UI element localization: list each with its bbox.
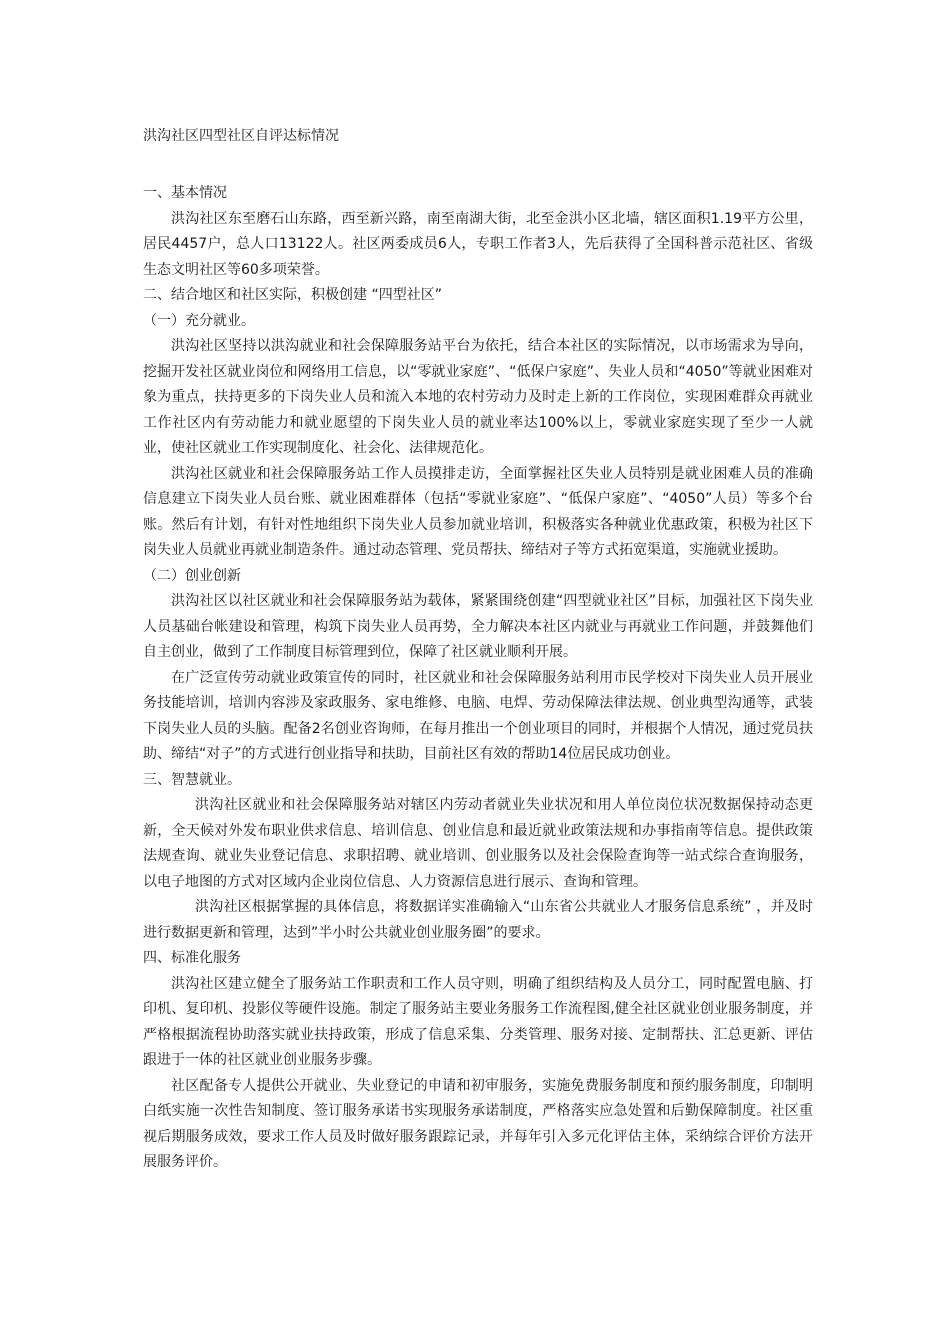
section-2-subheading-2: （二）创业创新 bbox=[143, 567, 241, 584]
section-1-heading: 一、基本情况 bbox=[143, 185, 227, 201]
section-3-paragraph-1: 洪沟社区就业和社会保障服务站对辖区内劳动者就业失业状况和用人单位岗位状况数据保持动态更新，全天候对外发布职业供求信息、培训信息、创业信息和最近就业政策法规和办事指南等信息。提供政策法规查询、就业失业登记信息、求职招聘、就业培训、创业服务以及社会保险查询等一站式综合查询服务，以电子地图的方式对区域内企业岗位信息、人力资源信息进行展示、查询和管理。 bbox=[143, 797, 813, 890]
document-title: 洪沟社区四型社区自评达标情况 bbox=[143, 128, 339, 144]
section-2-paragraph-4: 在广泛宣传劳动就业政策宣传的同时，社区就业和社会保障服务站利用市民学校对下岗失业人员开展业务技能培训，培训内容涉及家政服务、家电维修、电脑、电焊、劳动保障法律法规、创业典型沟通等，武装下岗失业人员的头脑。配备2名创业咨询师，在每月推出一个创业项目的同时，并根据个人情况，通过党员扶助、缔结“对子”的方式进行创业指导和扶助，目前社区有效的帮助14位居民成功创业。 bbox=[143, 669, 813, 762]
section-2-heading: 二、结合地区和社区实际，积极创建 “四型社区” bbox=[143, 287, 442, 303]
section-2-paragraph-3: 洪沟社区以社区就业和社会保障服务站为载体，紧紧围绕创建“四型就业社区”目标，加强社区下岗失业人员基础台帐建设和管理，构筑下岗失业人员再势，全力解决本社区内就业与再就业工作问题，并鼓舞他们自主创业，做到了工作制度目标管理到位，保障了社区就业顺利开展。 bbox=[143, 593, 813, 660]
section-4-paragraph-1: 洪沟社区建立健全了服务站工作职责和工作人员守则，明确了组织结构及人员分工，同时配置电脑、打印机、复印机、投影仪等硬件设施。制定了服务站主要业务服务工作流程图,健全社区就业创业服务制度，并严格根据流程协助落实就业扶持政策，形成了信息采集、分类管理、服务对接、定制帮扶、汇总更新、评估跟进于一体的社区就业创业服务步骤。 bbox=[143, 975, 813, 1068]
section-4-heading: 四、标准化服务 bbox=[143, 950, 241, 966]
document-page bbox=[143, 124, 813, 1176]
section-4-paragraph-2: 社区配备专人提供公开就业、失业登记的申请和初审服务，实施免费服务制度和预约服务制度，印制明白纸实施一次性告知制度、签订服务承诺书实现服务承诺制度，严格落实应急处置和后勤保障制度。社区重视后期服务成效，要求工作人员及时做好服务跟踪记录，并每年引入多元化评估主体，采纳综合评价方法开展服务评价。 bbox=[143, 1077, 813, 1170]
section-2-paragraph-2: 洪沟社区就业和社会保障服务站工作人员摸排走访，全面掌握社区失业人员特别是就业困难人员的准确信息建立下岗失业人员台账、就业困难群体（包括“零就业家庭”、“低保户家庭”、“4050”人员）等多个台账。然后有计划，有针对性地组织下岗失业人员参加就业培训，积极落实各种就业优惠政策，积极为社区下岗失业人员就业再就业制造条件。通过动态管理、党员帮扶、缔结对子等方式拓宽渠道，实施就业援助。 bbox=[143, 465, 813, 558]
section-2-paragraph-1: 洪沟社区坚持以洪沟就业和社会保障服务站平台为依托，结合本社区的实际情况，以市场需求为导向，挖掘开发社区就业岗位和网络用工信息，以“零就业家庭”、“低保户家庭”、失业人员和“4050”等就业困难对象为重点，扶持更多的下岗失业人员和流入本地的农村劳动力及时走上新的工作岗位，实现困难群众再就业工作社区内有劳动能力和就业愿望的下岗失业人员的就业率达100%以上，零就业家庭实现了至少一人就业，使社区就业工作实现制度化、社会化、法律规范化。 bbox=[143, 338, 813, 456]
section-1-paragraph-1: 洪沟社区东至磨石山东路，西至新兴路，南至南湖大街，北至金洪小区北墙，辖区面积1.19平方公里，居民4457户，总人口13122人。社区两委成员6人，专职工作者3人，先后获得了全国科普示范社区、省级生态文明社区等60多项荣誉。 bbox=[143, 210, 813, 278]
section-3-paragraph-2: 洪沟社区根据掌握的具体信息，将数据详实准确输入“山东省公共就业人才服务信息系统” ，并及时进行数据更新和管理，达到”半小时公共就业创业服务圈”的要求。 bbox=[143, 899, 813, 941]
section-3-heading: 三、智慧就业。 bbox=[143, 771, 241, 788]
section-2-subheading-1: （一）充分就业。 bbox=[143, 312, 255, 329]
